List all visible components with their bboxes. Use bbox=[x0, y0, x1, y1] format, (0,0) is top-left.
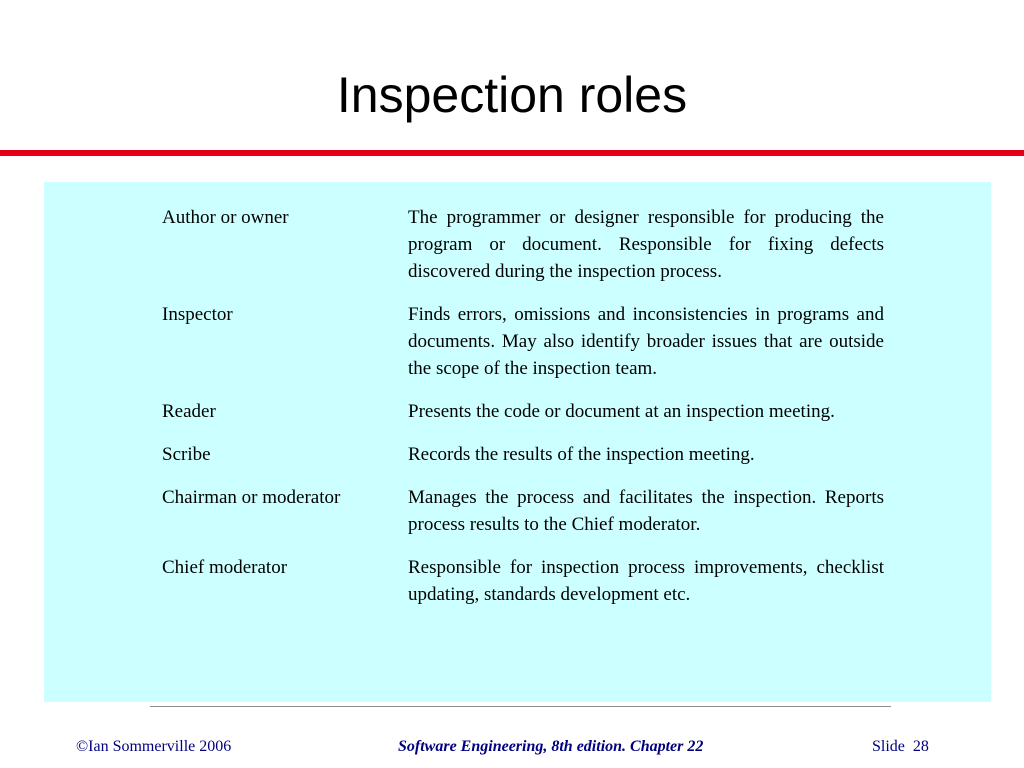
role-description-cell: The programmer or designer responsible for producing the program or document. Responsible for fixing defects discovered during the inspection process. bbox=[408, 207, 884, 282]
role-description-cell: Records the results of the inspection meeting. bbox=[408, 444, 755, 465]
role-description-cell: Manages the process and facilitates the inspection. Reports process results to the Chief moderator. bbox=[408, 487, 884, 535]
role-name-cell: Inspector bbox=[162, 304, 233, 325]
footer-book-title: Software Engineering, 8th edition. Chapter 22 bbox=[398, 738, 704, 755]
roles-table bbox=[162, 204, 884, 624]
role-name-cell: Reader bbox=[162, 401, 216, 422]
role-description-cell: Responsible for inspection process improvements, checklist updating, standards development etc. bbox=[408, 557, 884, 605]
table-row bbox=[162, 554, 884, 624]
role-name-cell: Chairman or moderator bbox=[162, 487, 341, 508]
footer-divider bbox=[150, 706, 891, 707]
slide-number: 28 bbox=[912, 738, 929, 755]
table-row bbox=[162, 301, 884, 398]
role-description-cell: Presents the code or document at an inspection meeting. bbox=[408, 401, 835, 422]
table-row bbox=[162, 484, 884, 554]
role-name-cell: Chief moderator bbox=[162, 557, 288, 578]
table-row bbox=[162, 398, 884, 441]
role-name-cell: Scribe bbox=[162, 444, 211, 465]
role-description-cell: Finds errors, omissions and inconsistencies in programs and documents. May also identify broader issues that are outside the scope of the inspection team. bbox=[408, 304, 884, 379]
footer-copyright: ©Ian Sommerville 2006 bbox=[76, 738, 232, 755]
slide-label: Slide bbox=[872, 738, 905, 755]
title-divider bbox=[0, 150, 1024, 156]
role-name-cell: Author or owner bbox=[162, 207, 289, 228]
table-row bbox=[162, 204, 884, 301]
footer-slide-indicator bbox=[872, 738, 929, 756]
slide-title: Inspection roles bbox=[336, 67, 688, 123]
table-row bbox=[162, 441, 884, 484]
